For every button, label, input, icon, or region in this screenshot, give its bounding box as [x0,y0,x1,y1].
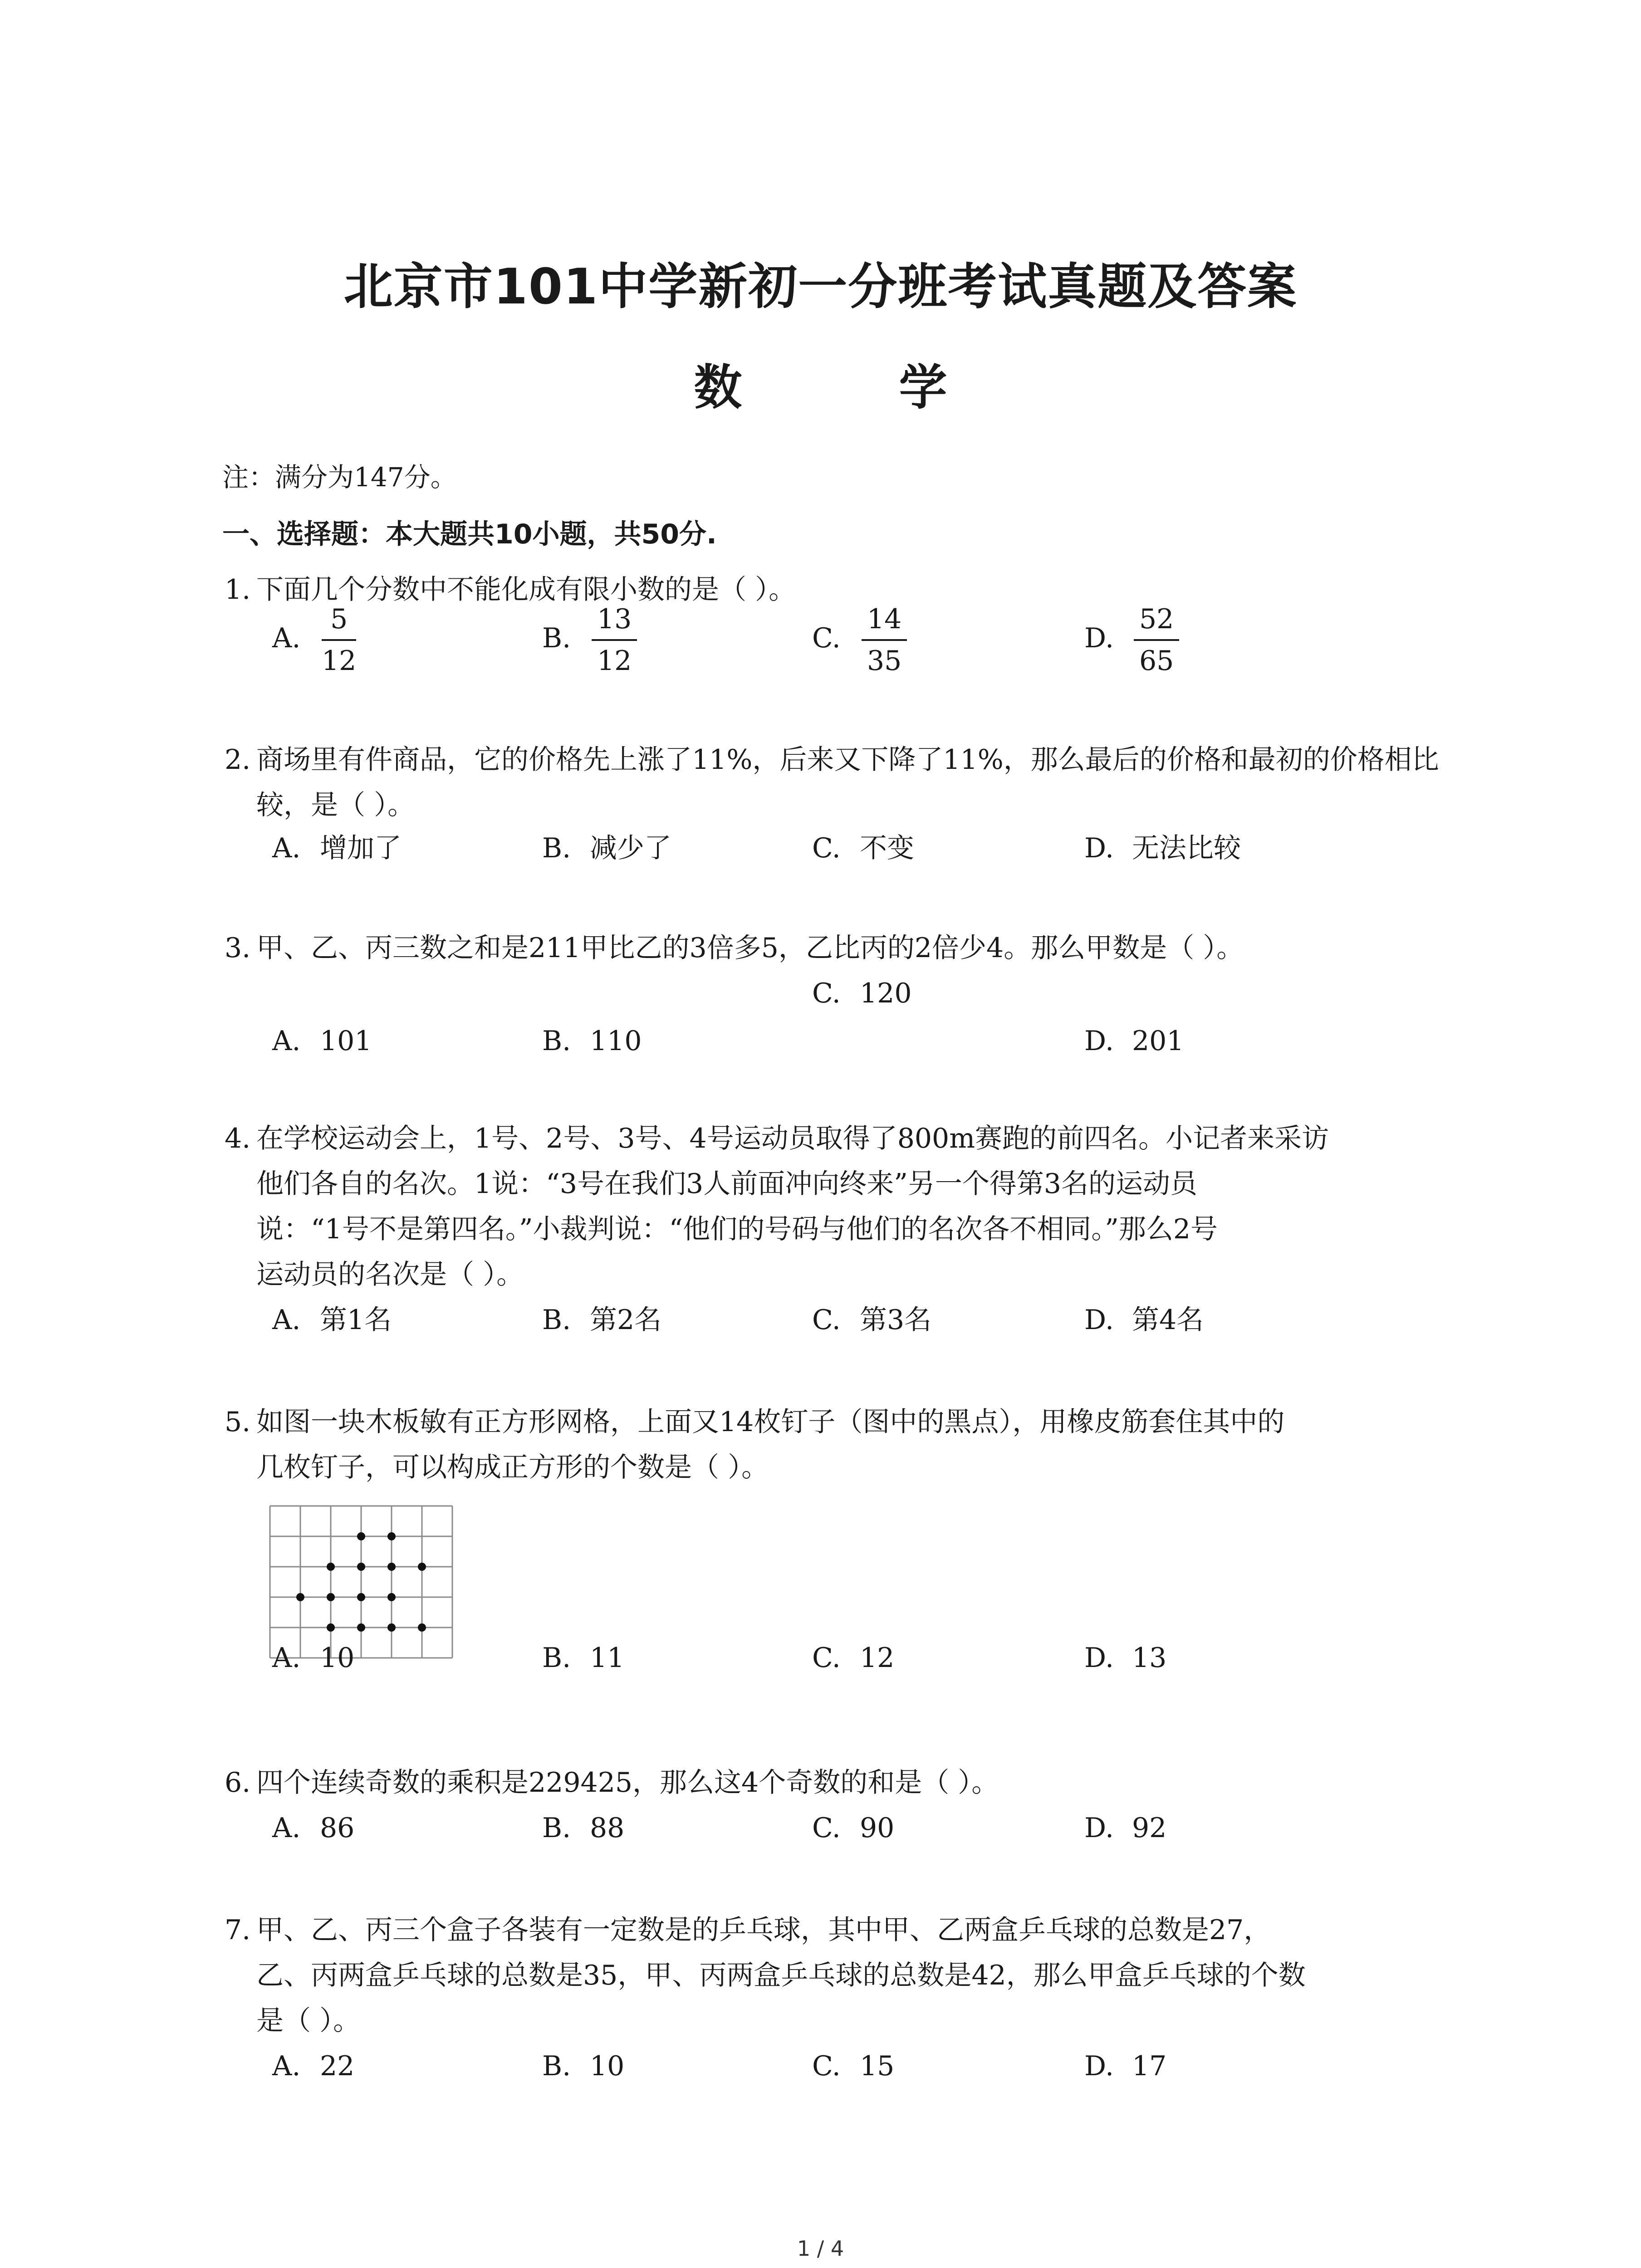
options-row [225,1805,1459,1855]
option-a[interactable]: A. $\frac{5}{12}$ [272,603,357,677]
nail-dot [357,1623,365,1632]
option-d[interactable]: D. 201 [1084,1025,1184,1057]
option-b[interactable]: B. 10 [542,2050,625,2082]
options-row [225,603,1459,677]
option-a[interactable]: A. 增加了 [272,832,402,864]
options-row [225,826,1459,875]
question-text-line: 他们各自的名次。1说：“3号在我们3人前面冲向终来”另一个得第3名的运动员 [256,1168,1198,1200]
options-row [225,2043,1459,2093]
question-7 [225,1907,1459,2082]
question-number: 1. [225,574,251,606]
question-text-line: 几枚钉子，可以构成正方形的个数是（ ）。 [256,1452,769,1483]
question-number: 5. [225,1406,251,1438]
question-number: 6. [225,1767,251,1799]
option-a[interactable]: A. 第1名 [272,1304,392,1336]
option-c[interactable]: C. 12 [812,1642,895,1674]
option-b[interactable]: B. 11 [542,1642,625,1674]
question-number: 3. [225,932,251,964]
question-text-line: 甲、乙、丙三个盒子各装有一定数是的乒乓球，其中甲、乙两盒乒乓球的总数是27， [256,1914,1271,1946]
option-c[interactable]: C. 120 [812,978,912,1009]
question-number: 7. [225,1914,251,1946]
option-b[interactable]: B. 第2名 [542,1304,662,1336]
option-c[interactable]: C. 不变 [812,832,914,864]
score-note: 注：满分为147分。 [222,462,457,493]
fraction: $\frac{5}{12}$ [322,603,357,677]
question-text-line: 乙、丙两盒乒乓球的总数是35，甲、丙两盒乒乓球的总数是42，那么甲盒乒乓球的个数 [256,1960,1306,1991]
question-text: 下面几个分数中不能化成有限小数的是（ ）。 [256,574,796,606]
options-row [225,1297,1459,1347]
document-title: 北京市101中学新初一分班考试真题及答案 [343,259,1298,315]
nail-dot [327,1593,335,1601]
nail-dot [418,1563,426,1571]
option-d[interactable]: D. 第4名 [1084,1304,1204,1336]
question-text-line: 运动员的名次是（ ）。 [256,1259,524,1290]
option-b[interactable]: B. 110 [542,1025,642,1057]
question-text-line: 如图一块木板敏有正方形网格，上面又14枚钉子（图中的黑点），用橡皮筋套住其中的 [256,1406,1285,1438]
nail-dot [387,1593,396,1601]
question-2 [225,737,1459,864]
nail-dot [387,1623,396,1632]
nail-dot [357,1563,365,1571]
option-c[interactable]: C. $\frac{14}{35}$ [812,606,907,675]
options-row [225,1018,1459,1068]
question-1 [225,567,1459,677]
nail-dot [357,1593,365,1601]
option-c[interactable]: C. 第3名 [812,1304,932,1336]
fraction: $\frac{13}{12}$ [592,606,637,675]
question-text: 四个连续奇数的乘积是229425，那么这4个奇数的和是（ ）。 [256,1767,999,1799]
option-a[interactable]: A. 22 [272,2050,355,2082]
nail-dot [387,1532,396,1540]
page-number: 1 / 4 [797,2236,844,2261]
option-d[interactable]: D. $\frac{52}{65}$ [1084,606,1179,675]
question-3 [225,925,1459,1057]
option-d[interactable]: D. 17 [1084,2050,1167,2082]
question-number: 2. [225,744,251,776]
option-a[interactable]: A. 10 [272,1642,355,1674]
options-row-upper [225,971,1459,1021]
nail-dot [418,1623,426,1632]
question-5 [225,1399,1459,1490]
nail-dot [296,1593,304,1601]
question-text-line: 是（ ）。 [256,2005,361,2037]
question-text-line: 在学校运动会上，1号、2号、3号、4号运动员取得了800m赛跑的前四名。小记者来采访 [256,1123,1329,1154]
options-row [225,1635,1459,1685]
question-number: 4. [225,1123,251,1154]
option-a[interactable]: A. 86 [272,1812,355,1844]
option-d[interactable]: D. 13 [1084,1642,1167,1674]
question-text-line: 说：“1号不是第四名。”小裁判说：“他们的号码与他们的名次各不相同。”那么2号 [256,1213,1218,1245]
nail-dot [387,1563,396,1571]
option-a[interactable]: A. 101 [272,1025,372,1057]
nail-dot [327,1563,335,1571]
option-d[interactable]: D. 92 [1084,1812,1167,1844]
option-b[interactable]: B. 减少了 [542,832,671,864]
option-d[interactable]: D. 无法比较 [1084,832,1241,864]
option-b[interactable]: B. 88 [542,1812,625,1844]
question-text: 商场里有件商品，它的价格先上涨了11%，后来又下降了11%，那么最后的价格和最初的价格相比较，是（ ）。 [256,744,1439,821]
nail-dot [327,1623,335,1632]
section-heading: 一、选择题：本大题共10小题，共50分. [222,518,717,550]
question-text: 甲、乙、丙三数之和是211甲比乙的3倍多5，乙比丙的2倍少4。那么甲数是（ ）。 [256,932,1244,964]
question-6 [225,1760,1459,1844]
option-c[interactable]: C. 90 [812,1812,895,1844]
fraction: $\frac{52}{65}$ [1134,606,1179,675]
nail-dot [357,1532,365,1540]
subject-heading: 数 学 [694,360,1002,415]
option-b[interactable]: B. $\frac{13}{12}$ [542,606,637,675]
option-c[interactable]: C. 15 [812,2050,895,2082]
fraction: $\frac{14}{35}$ [862,606,907,675]
question-4 [225,1116,1459,1336]
